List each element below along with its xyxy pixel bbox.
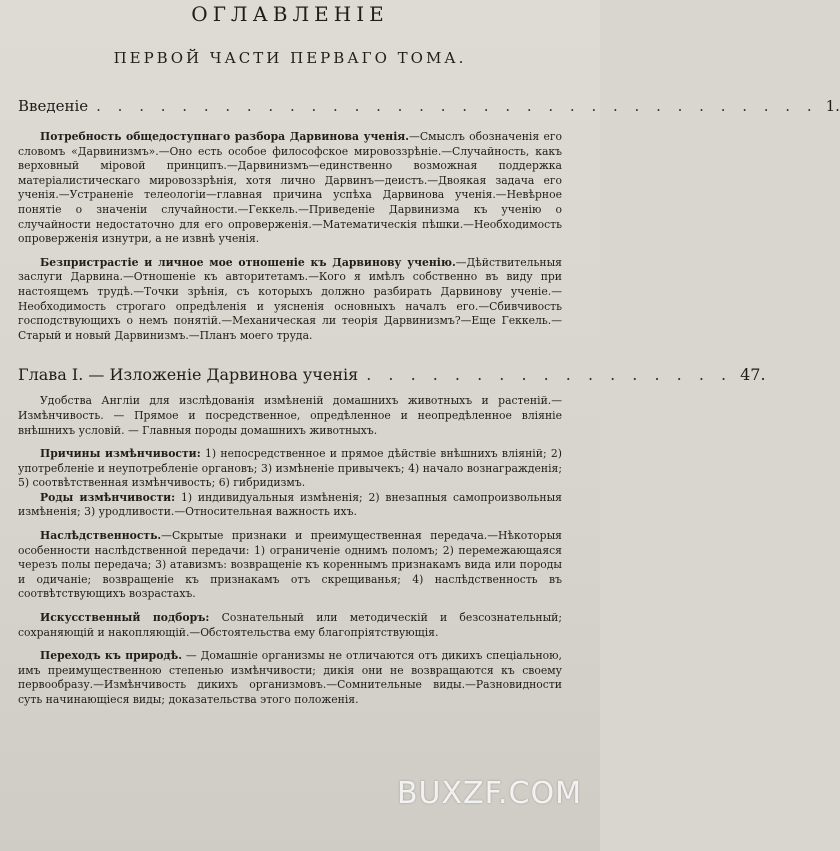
chapter-paragraph	[18, 447, 562, 491]
site-watermark: BUXZF.COM	[396, 776, 582, 811]
paragraph-lead: Переходъ къ природѣ.	[40, 649, 182, 663]
page-subtitle: ПЕРВОЙ ЧАСТИ ПЕРВАГО ТОМА.	[113, 49, 467, 67]
page-title: ОГЛАВЛЕНIЕ	[191, 2, 389, 26]
paragraph-lead: Безпристрастiе и личное мое отношенiе къ Дарвинову ученiю.	[40, 255, 456, 269]
toc-leader-dots: . . . . . . . . . . . . . . . . .	[366, 365, 733, 385]
paragraph-text: — Домашнiе организмы не отличаются отъ дикихъ спецiальною, имъ преимущественною степенью измѣнчивости; дикiя они не возвращаются къ своему первообразу.—Измѣнчивость дикихъ организмовъ.—Сомнительные виды.—Разновидности суть начинающiеся виды; доказательства этого положенiя.	[18, 649, 562, 706]
paragraph-text: —Смыслъ обозначенiя его словомъ «Дарвинизмъ».—Оно есть особое философское мировоззрѣнiе.—Случайность, какъ верховный мiровой принципъ.—Дарвинизмъ—единственно возможная поддержка матерiалистическаго мировоззрѣнiя, хотя лично Дарвинъ—деистъ.—Двоякая задача его ученiя.—Устраненiе телеологiи—главная причина успѣха Дарвинова ученiя.—Невѣрное понятiе о значенiи случайности.—Геккель.—Приведенiе Дарвинизма къ ученiю о случайности недостаточно для его опроверженiя.—Математическiя пѣшки.—Необходимость опроверженiя изнутри, а не извнѣ ученiя.	[18, 130, 562, 246]
paragraph-lead: Роды измѣнчивости:	[40, 490, 176, 504]
paragraph-text: Удобства Англiи для изслѣдованiя измѣненiй домашнихъ животныхъ и растенiй.—Измѣнчивость. — Прямое и посредственное, опредѣленное и неопредѣленное влiянiе внѣшнихъ условiй. — Главныя породы домашнихъ животныхъ.	[18, 394, 562, 437]
chapter-paragraph	[18, 611, 562, 640]
paragraph-text: 1) индивидуальныя измѣненiя; 2) внезапныя самопроизвольныя измѣненiя; 3) уродливости.—Относительная важность ихъ.	[18, 490, 562, 519]
toc-entry-chapter-1	[18, 365, 766, 385]
chapter-paragraph	[18, 529, 562, 602]
paragraph-text: —Дѣйствительныя заслуги Дарвина.—Отношенiе къ авторитетамъ.—Кого я имѣлъ собственно въ виду при настоящемъ трудѣ.—Точки зрѣнiя, съ которыхъ должно разбирать Дарвинову ученiе.—Необходимость строгаго опредѣленiя и уясненiя основныхъ началъ его.—Сбивчивость господствующихъ о немъ понятiй.—Механическая ли теорiя Дарвинизмъ?—Еще Геккель.—Старый и новый Дарвинизмъ.—Планъ моего труда.	[18, 255, 562, 342]
paragraph-lead: Искусственный подборъ:	[40, 611, 210, 625]
toc-leader-dots: . . . . . . . . . . . . . . . . . . . . . . . . . . . . . . . . . .	[96, 97, 818, 115]
intro-paragraph	[18, 256, 562, 344]
toc-page-number: 1.	[825, 97, 840, 115]
toc-entry-title: Введенiе	[18, 97, 89, 115]
paragraph-lead: Потребность общедоступнаго разбора Дарвинова ученiя.	[40, 130, 410, 143]
intro-paragraph	[18, 130, 562, 247]
toc-entry-title: Глава I. — Изложенiе Дарвинова ученiя	[18, 365, 359, 385]
chapter-paragraph	[18, 491, 562, 520]
paragraph-text: Сознательный или методическiй и безсознательный; сохраняющiй и накопляющiй.—Обстоятельства ему благопрiятствующiя.	[18, 611, 563, 639]
paragraph-lead: Причины измѣнчивости:	[40, 447, 201, 461]
chapter-paragraph	[18, 394, 562, 438]
toc-entry-intro	[18, 96, 840, 116]
toc-page-number: 47.	[740, 365, 766, 385]
paragraph-text: —Скрытые признаки и преимущественная передача.—Нѣкоторыя особенности наслѣдственной передачи: 1) ограниченiе однимъ поломъ; 2) перемежающаяся черезъ полы передача; 3) атавизмъ: возвращенiе къ кореннымъ признакамъ вида или породы и одичанiе; возвращенiе къ признакамъ отъ скрещиванья; 4) наслѣдственность въ соотвѣтствующихъ возрастахъ.	[18, 529, 562, 601]
paragraph-text: 1) непосредственное и прямое дѣйствiе внѣшнихъ влiянiй; 2) употребленiе и неупотребленiе органовъ; 3) измѣненiе привычекъ; 4) начало вознагражденiя; 5) соотвѣтственная измѣнчивость; 6) гибридизмъ.	[18, 447, 562, 490]
paragraph-lead: Наслѣдственность.	[40, 529, 162, 543]
chapter-paragraph	[18, 649, 562, 707]
